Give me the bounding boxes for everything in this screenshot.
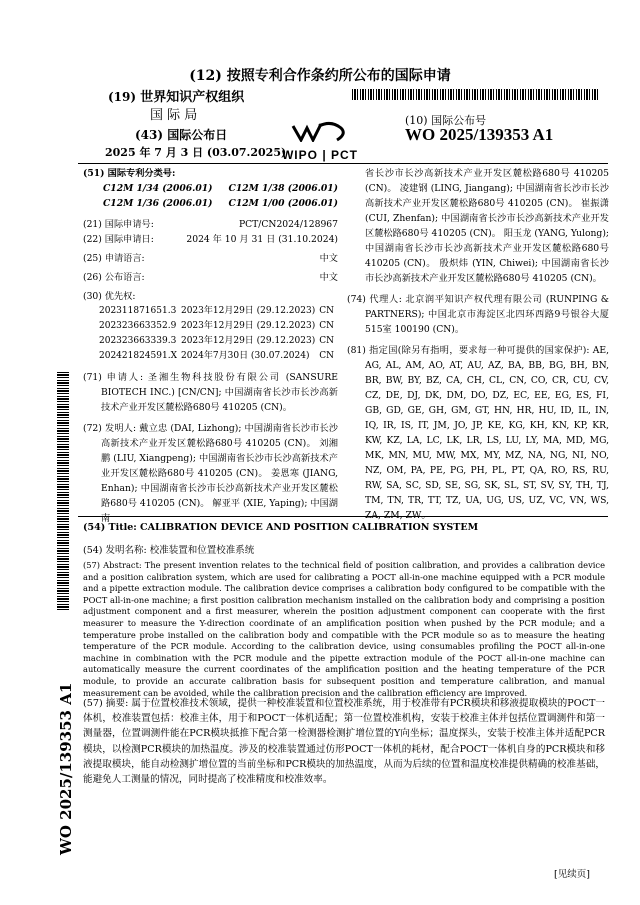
pub-lang-label: (26) 公布语言: bbox=[83, 272, 145, 283]
filing-lang: 中文 bbox=[319, 253, 338, 264]
filing-lang-row bbox=[83, 251, 338, 266]
app-no-label: (21) 国际申请号: bbox=[83, 219, 154, 230]
app-no: PCT/CN2024/128967 bbox=[238, 219, 338, 230]
wipo-emblem-icon bbox=[291, 120, 349, 142]
abstract-zh: (57) 摘要: 属于位置校准技术领域，提供一种校准装置和位置校准系统，用于校准带有PCR模块和移液提取模块的POCT一体机，校准装置包括：校准主体，用于和POCT一体机适配；第一位置校准机构，安装于校准主体并包括位置调测件和第一测量器，位置调测件能在PCR模块抵推下配合第一检测器检测扩增位置的Y向坐标；温度探头，安装于校准主体并适配PCR模块，以检测PCR模块的加热温度。涉及的校准装置通过仿形POCT一体机的耗材，配合POCT一体机自身的PCR模块和移液提取模块，能自动检测扩增位置的当前坐标和PCR模块的加热温度，从而为后续的位置和温度校准提供精确的校准基础，能避免人工测量的情况，同时提高了校准精度和校准效率。 bbox=[83, 698, 605, 786]
priority-table bbox=[97, 304, 336, 364]
app-no-row bbox=[83, 217, 338, 232]
filing-label: (22) 国际申请日: bbox=[83, 234, 154, 245]
ipc-label: (51) 国际专利分类号: bbox=[83, 168, 176, 179]
ipc-code: C12M 1/38 (2006.01) bbox=[228, 183, 338, 194]
priority-row: 202323663339.3 2023年12月29日 (29.12.2023) CN bbox=[99, 336, 334, 346]
wipo-logo bbox=[270, 120, 370, 162]
divider-top bbox=[78, 163, 608, 164]
title-en: (54) Title: CALIBRATION DEVICE AND POSITION CALIBRATION SYSTEM bbox=[83, 522, 479, 533]
pub-lang: 中文 bbox=[319, 272, 338, 283]
left-column bbox=[83, 166, 338, 526]
filing-lang-label: (25) 申请语言: bbox=[83, 253, 145, 264]
priority-row: 202323663352.9 2023年12月29日 (29.12.2023) CN bbox=[99, 321, 334, 331]
applicant: (71) 申请人: 圣湘生物科技股份有限公司 (SANSURE BIOTECH INC.) [CN/CN]; 中国湖南省长沙市长沙高新技术产业开发区麓松路680号 410205 (CN)。 bbox=[83, 372, 338, 413]
document-title: (12) 按照专利合作条约所公布的国际申请 bbox=[189, 68, 451, 84]
priority-row: 202311871651.3 2023年12月29日 (29.12.2023) CN bbox=[99, 306, 334, 316]
filing-row bbox=[83, 232, 338, 247]
divider-mid bbox=[78, 516, 608, 517]
wipo-logo-text: WIPO | PCT bbox=[281, 148, 359, 162]
ipc-row bbox=[83, 181, 338, 196]
org-name: 世界知识产权组织 bbox=[140, 90, 245, 105]
filing-date: 2024 年 10 月 31 日 (31.10.2024) bbox=[186, 234, 338, 245]
pubdate: 2025 年 7 月 3 日 (03.07.2025) bbox=[105, 146, 287, 159]
priority-row: 202421824591.X 2024年7月30日 (30.07.2024) CN bbox=[99, 351, 334, 361]
org-code: (19) bbox=[108, 90, 137, 104]
continued-note: [见续页] bbox=[554, 869, 590, 880]
ipc-row bbox=[83, 196, 338, 211]
title-zh: (54) 发明名称: 校准装置和位置校准系统 bbox=[83, 545, 255, 556]
pubno-label: (10) 国际公布号 bbox=[405, 114, 487, 127]
side-pubno: WO 2025/139353 A1 bbox=[57, 682, 75, 855]
ipc-code: C12M 1/34 (2006.01) bbox=[103, 183, 213, 194]
pub-lang-row bbox=[83, 270, 338, 285]
top-barcode bbox=[352, 89, 598, 100]
org-block bbox=[108, 86, 244, 105]
right-column bbox=[347, 166, 609, 523]
inventors-continued: 省长沙市长沙高新技术产业开发区麓松路680号 410205 (CN)。 凌建钢 (LING, Jiangang); 中国湖南省长沙市长沙高新技术产业开发区麓松路680号 410205 (CN)。 崔振潇 (CUI, Zhenfan); 中国湖南省长沙市长沙高新技术产业开发区麓松路680号 410205 (CN)。 阳玉龙 (YANG, Yulong); 中国湖南省长沙市长沙高新技术产业开发区麓松路680号 410205 (CN)。 殷炽炜 (YIN, Chiwei); 中国湖南省长沙市长沙高新技术产业开发区麓松路680号 410205 (CN)。 bbox=[365, 168, 609, 284]
side-barcode bbox=[57, 372, 69, 610]
agent: (74) 代理人: 北京润平知识产权代理有限公司 (RUNPING & PARTNERS); 中国北京市海淀区北四环西路9号银谷大厦515室 100190 (CN)。 bbox=[347, 294, 609, 335]
priority-label: (30) 优先权: bbox=[83, 291, 136, 302]
pubno: WO 2025/139353 A1 bbox=[405, 125, 554, 144]
inventors: (72) 发明人: 戴立忠 (DAI, Lizhong); 中国湖南省长沙市长沙高新技术产业开发区麓松路680号 410205 (CN)。 刘湘鹏 (LIU, Xiangpeng); 中国湖南省长沙市长沙高新技术产业开发区麓松路680号 410205 (CN)。 姜恩寒 (JIANG, Enhan); 中国湖南省长沙市长沙高新技术产业开发区麓松路680号 410205 (CN)。 解亚平 (XIE, Yaping); 中国湖南 bbox=[83, 423, 338, 524]
pubdate-label: (43) 国际公布日 bbox=[135, 128, 228, 142]
org-sub: 国 际 局 bbox=[150, 108, 198, 123]
abstract-en: (57) Abstract: The present invention relates to the technical field of position calibration, and provides a calibration device and a position calibration system, which are used for calibrating a POCT all-in-one machine equipped with a PCR module and a pipette extraction module. The calibration device comprises a calibration body configured to be compatible with the POCT all-in-one machine; a first position calibration mechanism installed on the calibration body and comprising a position adjustment component and a first measurer, wherein the position adjustment component can cooperate with the first measurer to measure the Y-direction coordinate of an amplification position when pushed by the PCR module; and a temperature probe installed on the calibration body and compatible with the PCR module so as to measure the heating temperature of the PCR module. According to the calibration device, using consumables profiling the POCT all-in-one machine in combination with the PCR module and the pipette extraction module of the POCT all-in-one machine can automatically measure the current coordinates of the amplification position and the heating temperature of the PCR module, to provide an accurate calibration basis for subsequent position and temperature calibration, and manual measurement can be avoided, while the calibration precision and the calibration efficiency are improved. bbox=[83, 560, 605, 698]
ipc-code: C12M 1/36 (2006.01) bbox=[103, 198, 213, 209]
designated-states: (81) 指定国(除另有指明，要求每一种可提供的国家保护): AE, AG, AL, AM, AO, AT, AU, AZ, BA, BB, BG, BH, BN, BR, BW, BY, BZ, CA, CH, CL, CN, CO, CR, CU, CV, CZ, DE, DJ, DK, DM, DO, DZ, EC, EE, EG, ES, FI, GB, GD, GE, GH, GM, GT, HN, HR, HU, ID, IL, IN, IQ, IR, IS, IT, JM, JO, JP, KE, KG, KH, KN, KP, KR, KW, KZ, LA, LC, LK, LR, LS, LU, LY, MA, MD, MG, MK, MN, MU, MW, MX, MY, MZ, NA, NG, NI, NO, NZ, OM, PA, PE, PG, PH, PL, PT, QA, RO, RS, RU, RW, SA, SC, SD, SE, SG, SK, SL, ST, SV, SY, TH, TJ, TM, TN, TR, TT, TZ, UA, UG, US, UZ, VC, VN, WS, ZA, ZM, ZW。 bbox=[347, 345, 609, 521]
ipc-code: C12M 1/00 (2006.01) bbox=[228, 198, 338, 209]
